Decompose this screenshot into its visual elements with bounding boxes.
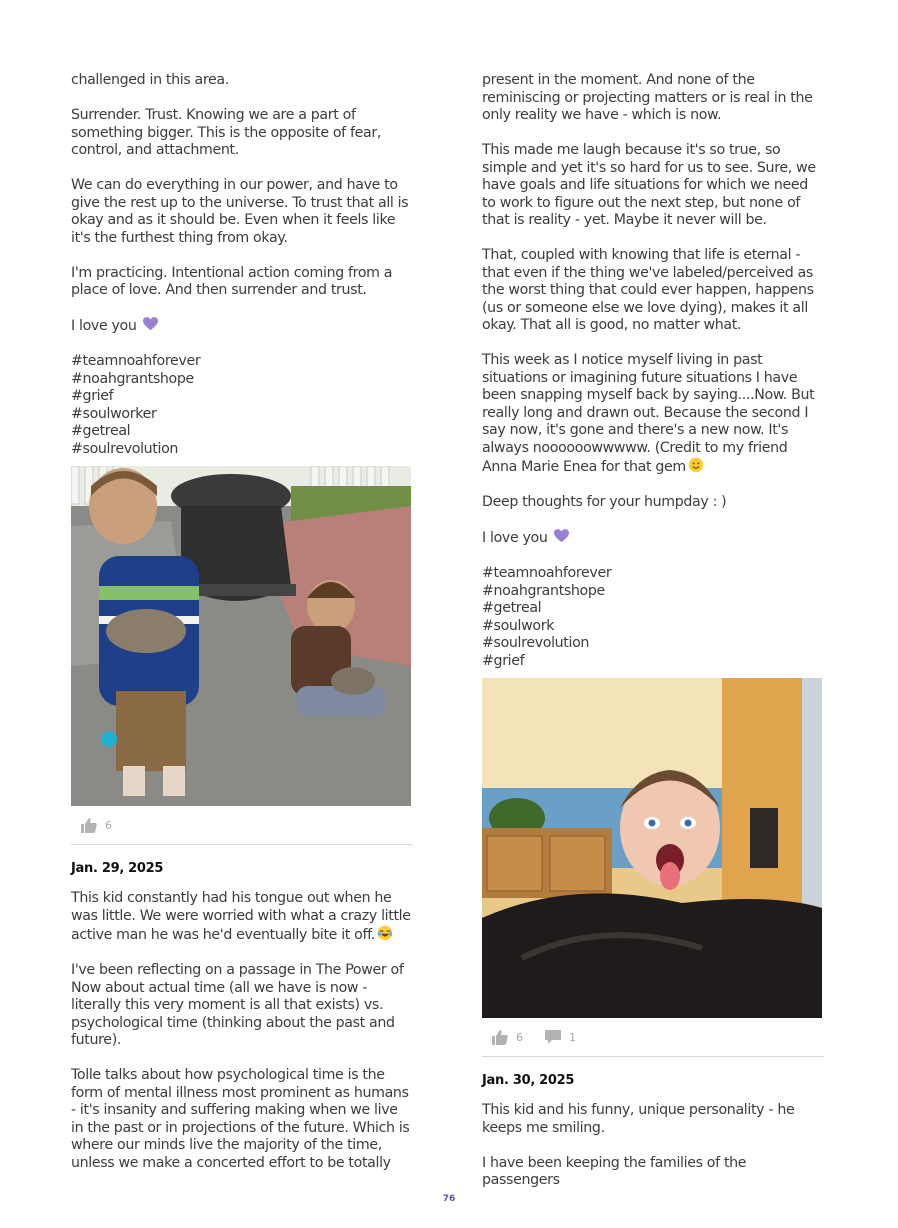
hashtag[interactable]: #teamnoahforever: [71, 353, 201, 369]
hashtag[interactable]: #grief: [71, 388, 114, 404]
hashtag[interactable]: #soulwork: [482, 617, 555, 634]
paragraph: Surrender. Trust. Knowing we are a part of something bigger. This is the opposite of fear, control, and attachment.: [71, 107, 382, 158]
paragraph: That, coupled with knowing that life is eternal - that even if the thing we've labeled/perceived as the worst thing that could ever happen, happens (us or someone else we love dying), makes it all okay. That all is good, no matter what.: [482, 247, 814, 333]
like-count: 6: [105, 818, 112, 832]
purple-heart-icon: [143, 317, 158, 331]
paragraph: This week as I notice myself living in past situations or imagining future situations I have been snapping myself back by saying....Now. But really long and drawn out. Because the second I say now, it's gone and there's a new now. It's always noooooowwwww. (Credit to my friend Anna Marie Enea for that gem: [482, 352, 815, 475]
photo-boys-kittens-illustration: [71, 466, 411, 806]
paragraph: Tolle talks about how psychological time is the form of mental illness most prominent as humans - it's insanity and suffering making when we live in the past or in projections of the future. Which is where our minds live the majority of the time, unless we make a concerted effort to be totally: [71, 1067, 410, 1171]
right-column: [482, 72, 824, 1190]
hashtag[interactable]: #grief: [482, 652, 525, 669]
hashtag[interactable]: #soulworker: [71, 405, 157, 422]
photo-boys-kittens[interactable]: [71, 466, 411, 806]
paragraph: challenged in this area.: [71, 72, 229, 88]
thumbs-up-icon[interactable]: [492, 1030, 508, 1045]
smiling-emoji-icon: [688, 457, 704, 473]
purple-heart-icon: [554, 529, 569, 543]
hashtag[interactable]: #noahgrantshope: [71, 370, 194, 387]
paragraph: This kid constantly had his tongue out when he was little. We were worried with what a crazy little active man he was he'd eventually bite it off.: [71, 890, 411, 943]
love-line: I love you: [71, 317, 413, 336]
page-number: 76: [442, 1194, 456, 1204]
paragraph: This made me laugh because it's so true, so simple and yet it's so hard for us to see. Sure, we have goals and life situations for which we need to work to figure out the next step, but none of that is reality - yet. Maybe it never will be.: [482, 142, 816, 228]
love-line: I love you: [482, 529, 824, 548]
paragraph: We can do everything in our power, and have to give the rest up to the universe. To trust that all is okay and as it should be. Even when it feels like it's the furthest thing from okay.: [71, 177, 409, 246]
paragraph: I have been keeping the families of the passengers: [482, 1154, 747, 1188]
hashtag-list: [71, 353, 413, 458]
laughing-tears-emoji-icon: [377, 925, 393, 941]
thumbs-up-icon[interactable]: [81, 818, 97, 833]
post-date: Jan. 30, 2025: [482, 1073, 575, 1088]
paragraph: Deep thoughts for your humpday : ): [482, 494, 727, 510]
hashtag-list: [482, 565, 824, 670]
comment-icon[interactable]: [545, 1030, 561, 1045]
paragraph: I've been reflecting on a passage in The Power of Now about actual time (all we have is now - literally this very moment is all that exists) vs. psychological time (thinking about the past and future).: [71, 962, 404, 1048]
photo-boy-tongue-out-illustration: [482, 678, 822, 1018]
paragraph: I'm practicing. Intentional action coming from a place of love. And then surrender and trust.: [71, 264, 393, 298]
hashtag[interactable]: #soulrevolution: [482, 635, 590, 651]
hashtag[interactable]: #getreal: [71, 423, 131, 439]
post-reactions: [482, 1018, 824, 1057]
like-count: 6: [516, 1030, 523, 1044]
paragraph: This kid and his funny, unique personality - he keeps me smiling.: [482, 1102, 795, 1136]
comment-count: 1: [569, 1030, 576, 1044]
photo-boy-tongue-out[interactable]: [482, 678, 822, 1018]
post-date: Jan. 29, 2025: [71, 861, 164, 876]
hashtag[interactable]: #soulrevolution: [71, 440, 179, 457]
hashtag[interactable]: #getreal: [482, 600, 542, 616]
hashtag[interactable]: #teamnoahforever: [482, 565, 612, 581]
paragraph: present in the moment. And none of the reminiscing or projecting matters or is real in the only reality we have - which is now.: [482, 72, 813, 123]
hashtag[interactable]: #noahgrantshope: [482, 582, 605, 599]
left-column: [71, 72, 413, 1172]
post-reactions: [71, 806, 413, 845]
